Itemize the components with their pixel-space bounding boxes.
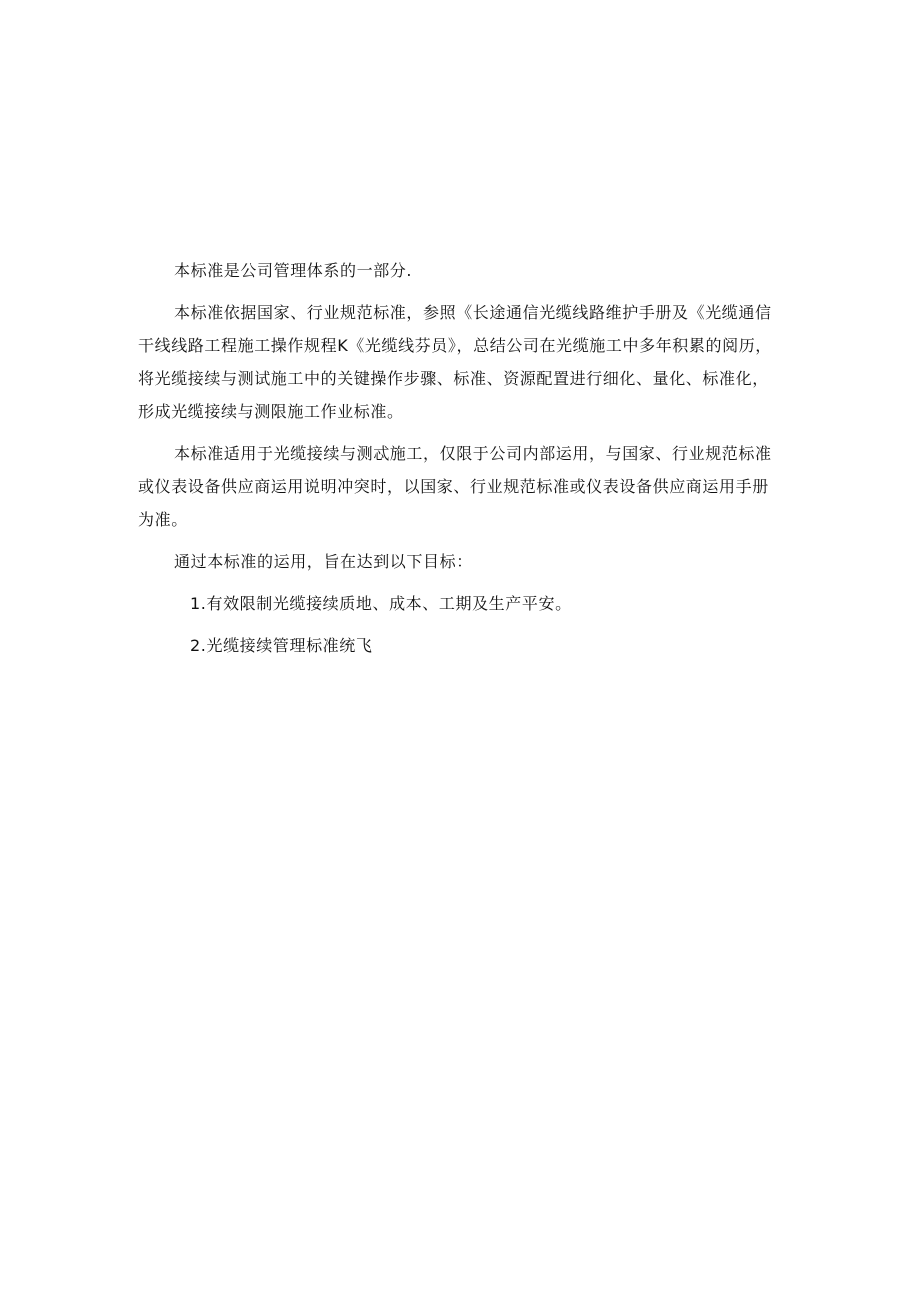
paragraph-line: 为准。 xyxy=(138,510,188,529)
paragraph-line: 通过本标准的运用，旨在达到以下目标： xyxy=(174,552,473,571)
paragraph-line: 本标准适用于光缆接续与测忒施工，仅限于公司内部运用，与国家、行业规范标准 xyxy=(174,444,772,463)
paragraph-goals-intro xyxy=(138,545,790,578)
paragraph-line: 将光缆接续与测试施工中的关键操作步骤、标准、资源配置进行细化、量化、标准化， xyxy=(138,369,769,388)
goal-list-item: 2.光缆接续管理标准统飞 xyxy=(190,636,373,655)
paragraph-line: 干线线路工程施工操作规程K《光缆线芬员》，总结公司在光缆施工中多年积累的阅历， xyxy=(138,336,772,355)
goal-list-item: 1.有效限制光缆接续质地、成本、工期及生产平安。 xyxy=(190,594,572,613)
paragraph-line: 本标准依据国家、行业规范标准，参照《长途通信光缆线路维护手册及《光缆通信 xyxy=(174,303,772,322)
paragraph-basis xyxy=(138,296,790,428)
paragraph-applicability xyxy=(138,437,790,536)
paragraph-scope xyxy=(138,254,790,287)
paragraph-line: 形成光缆接续与测限施工作业标准。 xyxy=(138,402,404,421)
paragraph-line: 本标准是公司管理体系的一部分. xyxy=(174,261,413,280)
document-body xyxy=(138,254,790,671)
paragraph-line: 或仪表设备供应商运用说明冲突时，以国家、行业规范标准或仪表设备供应商运用手册 xyxy=(138,477,769,496)
